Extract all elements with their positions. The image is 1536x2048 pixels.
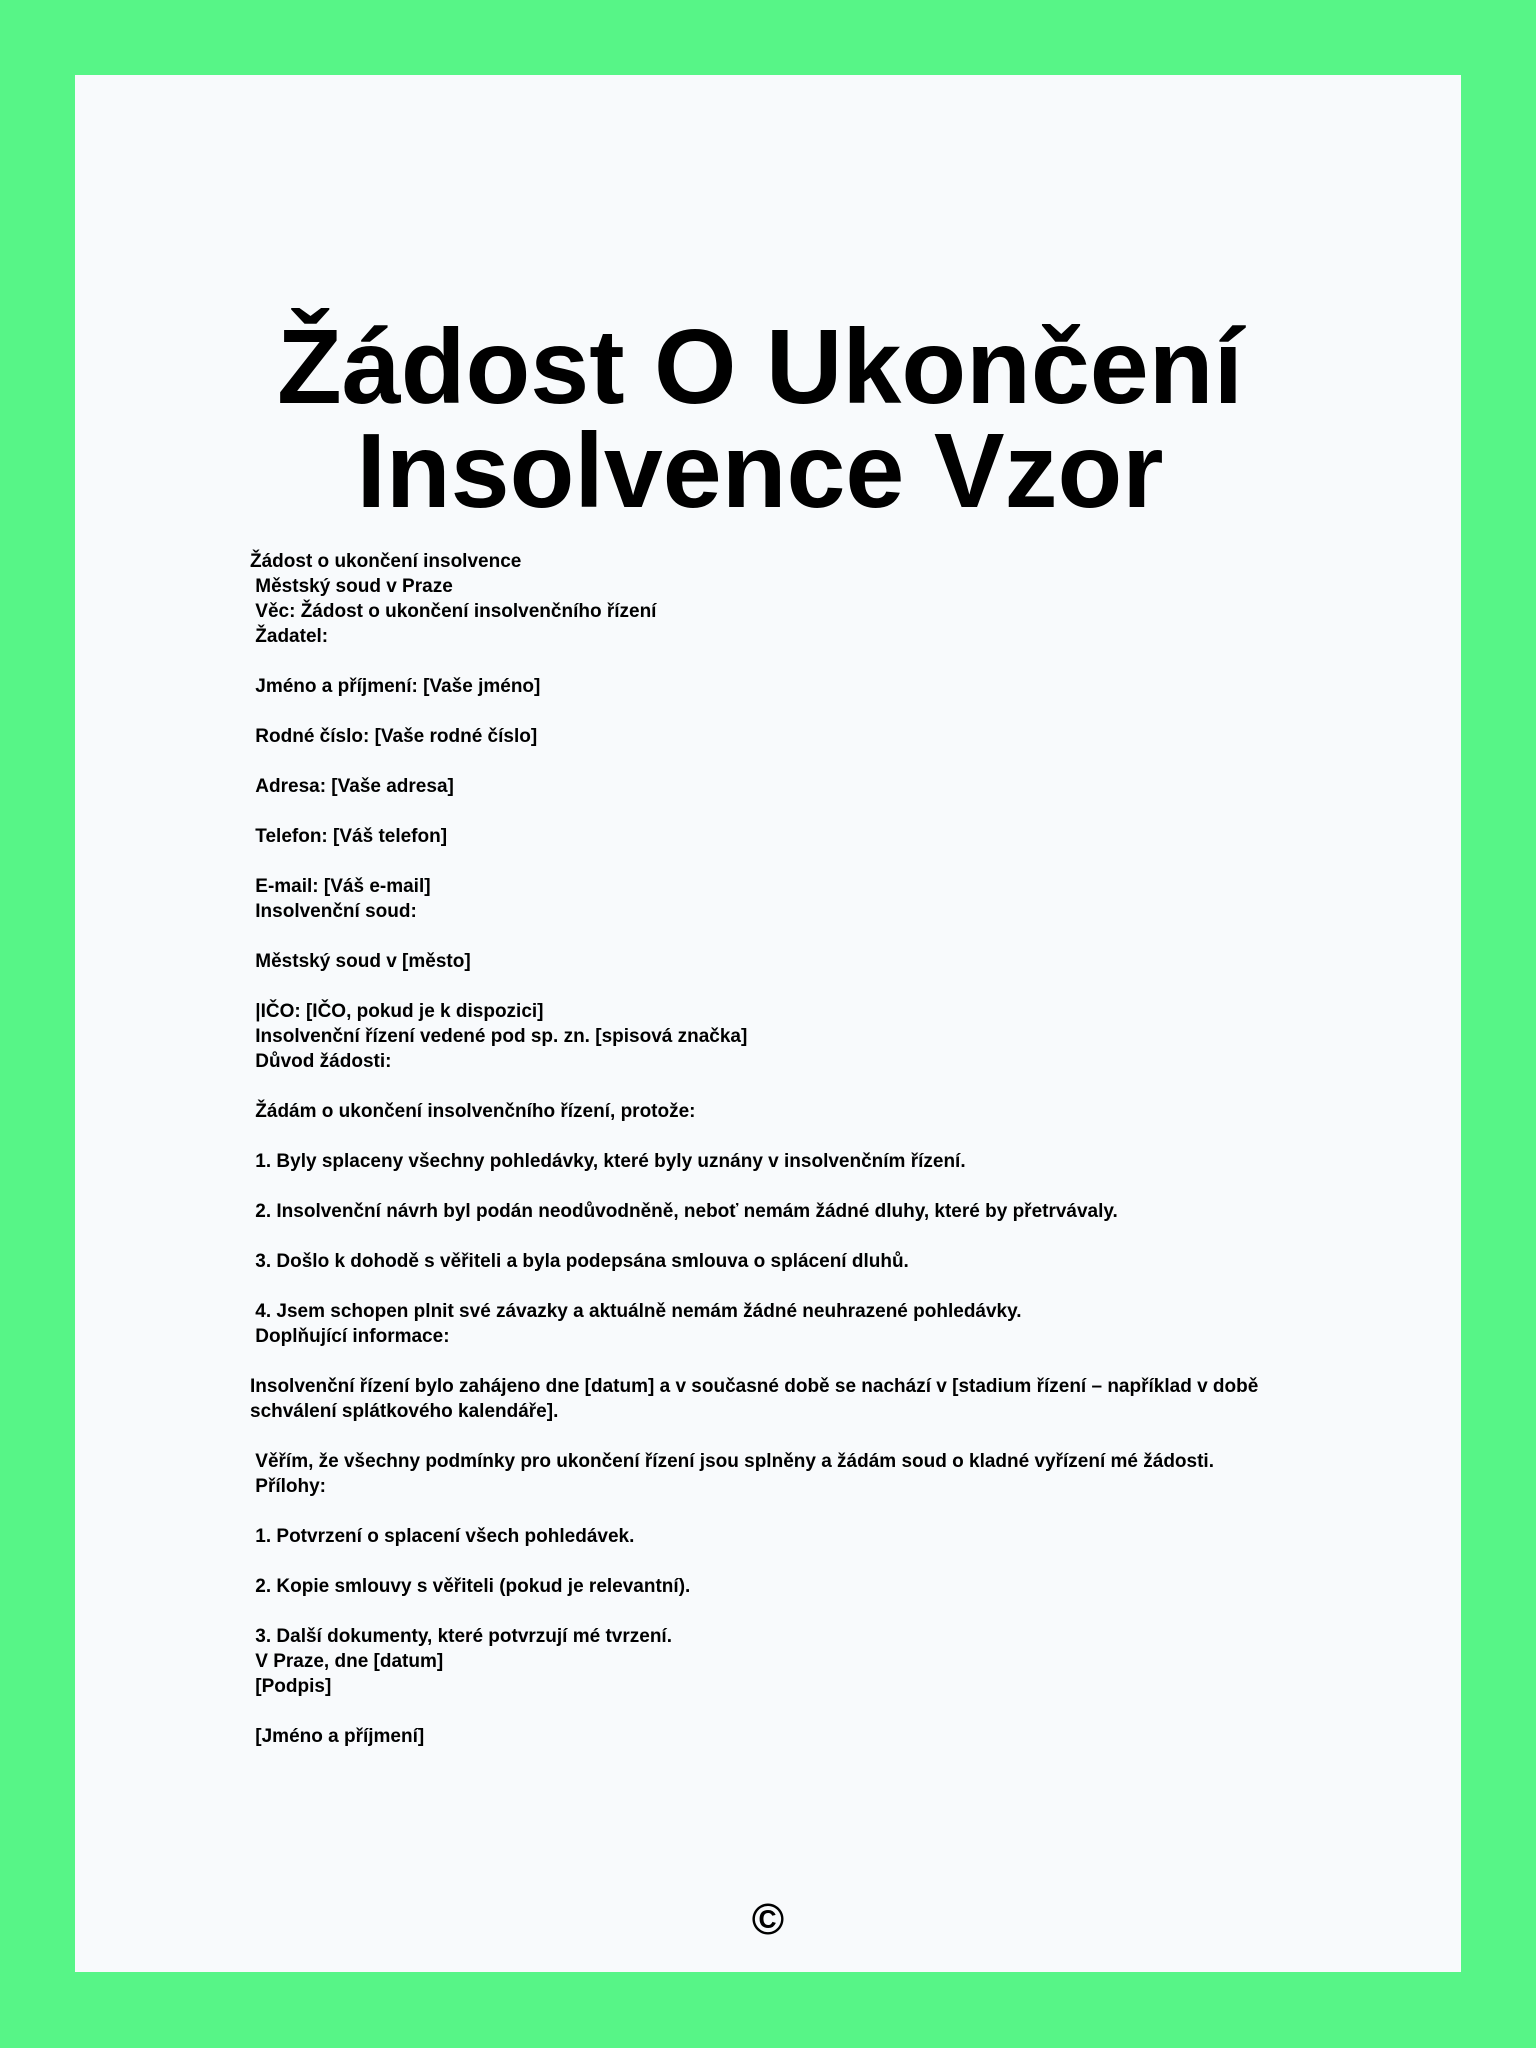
text-line: Důvod žádosti: (250, 1051, 392, 1072)
copyright-symbol: © (751, 1895, 785, 1944)
text-line: Žádost o ukončení insolvence (250, 551, 522, 572)
text-line: |IČO: [IČO, pokud je k dispozici] (250, 1001, 544, 1022)
blank-line (250, 1274, 1290, 1299)
blank-line (250, 1224, 1290, 1249)
text-line: Městský soud v Praze (250, 576, 453, 597)
text-line: 3. Došlo k dohodě s věřiteli a byla podepsána smlouva o splácení dluhů. (250, 1251, 909, 1272)
blank-line (250, 1174, 1290, 1199)
text-line: 1. Byly splaceny všechny pohledávky, které byly uznány v insolvenčním řízení. (250, 1151, 966, 1172)
text-line: 1. Potvrzení o splacení všech pohledávek. (250, 1526, 635, 1547)
text-line: Insolvenční řízení bylo zahájeno dne [datum] a v současné době se nachází v [stadium řízení – například v době schválení splátkového kalendáře]. (250, 1376, 1264, 1422)
blank-line (250, 699, 1290, 724)
blank-line (250, 1074, 1290, 1099)
text-line: V Praze, dne [datum] (250, 1651, 444, 1672)
text-line: Přílohy: (250, 1476, 327, 1497)
text-line: Adresa: [Vaše adresa] (250, 776, 454, 797)
page-title (75, 308, 1445, 530)
text-line: 4. Jsem schopen plnit své závazky a aktuálně nemám žádné neuhrazené pohledávky. (250, 1301, 1022, 1322)
text-line: 2. Insolvenční návrh byl podán neodůvodněně, neboť nemám žádné dluhy, které by přetrvávaly. (250, 1201, 1118, 1222)
text-line: Věřím, že všechny podmínky pro ukončení řízení jsou splněny a žádám soud o kladné vyřízení mé žádosti. (250, 1451, 1214, 1472)
blank-line (250, 799, 1290, 824)
blank-line (250, 1349, 1290, 1374)
text-line: 2. Kopie smlouvy s věřiteli (pokud je relevantní). (250, 1576, 691, 1597)
text-line: Věc: Žádost o ukončení insolvenčního řízení (250, 601, 657, 622)
blank-line (250, 974, 1290, 999)
text-line: Městský soud v [město] (250, 951, 471, 972)
document-page (75, 75, 1461, 1972)
blank-line (250, 1124, 1290, 1149)
text-line: Žadatel: (250, 626, 329, 647)
document-body (250, 549, 1290, 1749)
text-line: Jméno a příjmení: [Vaše jméno] (250, 676, 541, 697)
text-line: [Jméno a příjmení] (250, 1726, 425, 1747)
blank-line (250, 749, 1290, 774)
blank-line (250, 1424, 1290, 1449)
blank-line (250, 924, 1290, 949)
text-line: E-mail: [Váš e-mail] (250, 876, 431, 897)
blank-line (250, 649, 1290, 674)
text-line: [Podpis] (250, 1676, 332, 1697)
blank-line (250, 1699, 1290, 1724)
title-line-2: Insolvence Vzor (356, 412, 1164, 530)
text-line: 3. Další dokumenty, které potvrzují mé tvrzení. (250, 1626, 672, 1647)
title-line-1: Žádost O Ukončení (277, 308, 1243, 426)
text-line: Telefon: [Váš telefon] (250, 826, 448, 847)
text-line: Žádám o ukončení insolvenčního řízení, protože: (250, 1101, 696, 1122)
blank-line (250, 1499, 1290, 1524)
text-line: Insolvenční řízení vedené pod sp. zn. [spisová značka] (250, 1026, 748, 1047)
blank-line (250, 849, 1290, 874)
text-line: Doplňující informace: (250, 1326, 450, 1347)
text-line: Rodné číslo: [Vaše rodné číslo] (250, 726, 538, 747)
blank-line (250, 1549, 1290, 1574)
text-line: Insolvenční soud: (250, 901, 417, 922)
blank-line (250, 1599, 1290, 1624)
